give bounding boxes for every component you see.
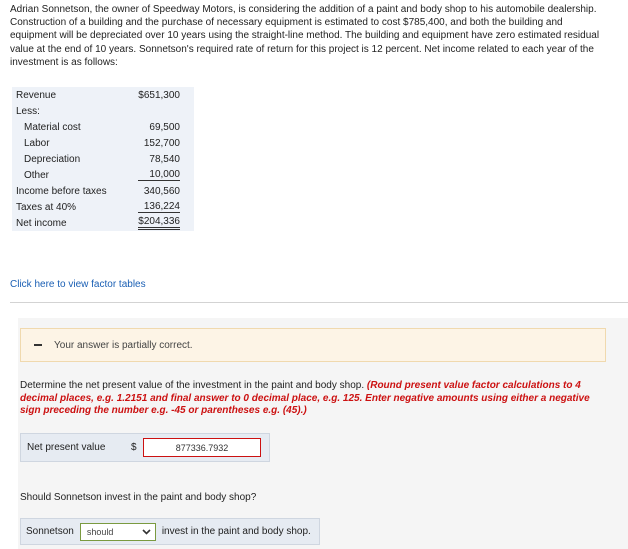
decision-select[interactable] xyxy=(80,523,156,541)
taxes-value: 136,224 xyxy=(138,201,180,213)
divider xyxy=(10,302,628,303)
material-cost-value: 69,500 xyxy=(149,121,180,133)
decision-suffix: invest in the paint and body shop. xyxy=(161,526,311,537)
table-row xyxy=(12,151,194,167)
chevron-down-icon xyxy=(142,529,151,535)
table-row xyxy=(12,183,194,199)
other-value: 10,000 xyxy=(138,169,180,181)
other-label: Other xyxy=(24,169,50,181)
material-cost-label: Material cost xyxy=(24,121,81,133)
question-text xyxy=(20,380,610,418)
npv-row xyxy=(20,433,270,462)
problem-statement: Adrian Sonnetson, the owner of Speedway Motors, is considering the addition of a paint and body shop to his automobile dealership. Construction of a building and the purchase of necessary equipment is estimated to cost $785,400, and both the building and equipment will be depreciated over 10 years using the straight-line method. The building and equipment have zero estimated residual value at the end of 10 years. Sonnetson's required rate of return for this project is 12 percent. Net income related to each year of the investment is as follows: xyxy=(10,4,600,68)
minus-icon xyxy=(34,344,42,346)
notice-message: Your answer is partially correct. xyxy=(54,339,193,351)
table-row xyxy=(12,215,194,231)
npv-label: Net present value xyxy=(27,442,106,453)
income-statement-table xyxy=(12,87,194,231)
revenue-label: Revenue xyxy=(16,89,57,101)
question-instruction: (Round present value factor calculations to 4 decimal places, e.g. 1.2151 and final answer to 0 decimal place, e.g. 125. Enter negative amounts using either a negative sign preceding the number e.g. -45 or parentheses e.g. (45).) xyxy=(20,380,590,416)
net-income-value: $204,336 xyxy=(138,216,180,230)
decision-row xyxy=(20,518,320,545)
decision-selected-value: should xyxy=(86,526,114,537)
revenue-value: $651,300 xyxy=(138,89,180,101)
table-row xyxy=(12,119,194,135)
currency-symbol: $ xyxy=(131,442,137,453)
table-row xyxy=(12,199,194,215)
income-before-taxes-label: Income before taxes xyxy=(16,185,107,197)
partial-correct-notice xyxy=(20,328,606,362)
less-label: Less: xyxy=(16,105,40,117)
factor-tables-link[interactable]: Click here to view factor tables xyxy=(10,279,146,290)
decision-prefix: Sonnetson xyxy=(26,526,74,537)
table-row xyxy=(12,167,194,183)
net-income-label: Net income xyxy=(16,217,67,229)
table-row xyxy=(12,87,194,103)
labor-label: Labor xyxy=(24,137,50,149)
npv-input[interactable] xyxy=(143,438,261,457)
decision-question: Should Sonnetson invest in the paint and body shop? xyxy=(20,492,257,503)
question-prompt: Determine the net present value of the investment in the paint and body shop. xyxy=(20,380,365,391)
table-row xyxy=(12,135,194,151)
labor-value: 152,700 xyxy=(143,137,180,149)
income-before-taxes-value: 340,560 xyxy=(143,185,180,197)
table-row xyxy=(12,103,194,119)
taxes-label: Taxes at 40% xyxy=(16,201,77,213)
depreciation-value: 78,540 xyxy=(149,153,180,165)
depreciation-label: Depreciation xyxy=(24,153,81,165)
